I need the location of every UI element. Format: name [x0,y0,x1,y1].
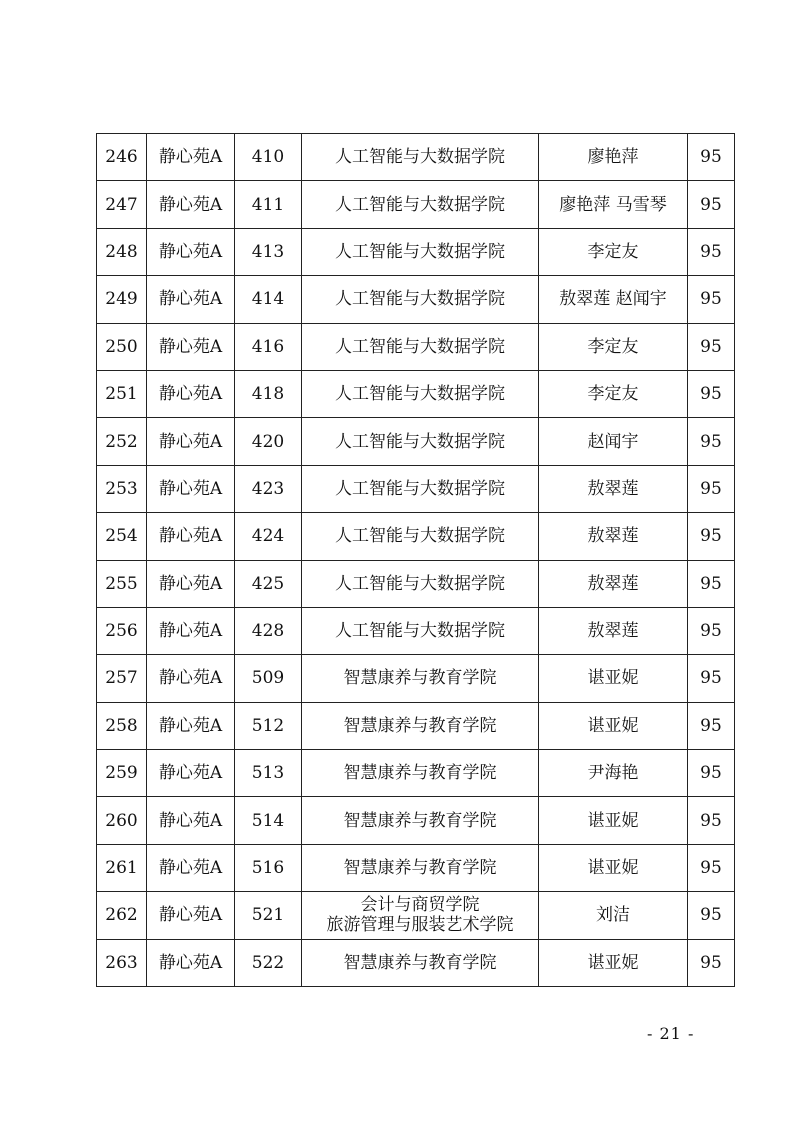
college-cell [302,939,539,986]
room-cell: 424 [235,513,302,560]
row-number-cell: 252 [97,418,147,465]
room-cell: 512 [235,702,302,749]
table-row [97,607,735,654]
college-name: 智慧康养与教育学院 [343,952,497,973]
table-row [97,418,735,465]
building-cell: 静心苑A [147,276,235,323]
teacher-cell: 敖翠莲 [539,560,688,607]
building-cell: 静心苑A [147,370,235,417]
college-name: 人工智能与大数据学院 [335,431,505,452]
college-name: 会计与商贸学院 [360,895,480,916]
building-cell: 静心苑A [147,181,235,228]
room-cell: 420 [235,418,302,465]
college-cell [302,702,539,749]
score-cell: 95 [688,797,735,844]
building-cell: 静心苑A [147,702,235,749]
score-cell: 95 [688,323,735,370]
table-row [97,323,735,370]
building-cell: 静心苑A [147,560,235,607]
teacher-cell: 谌亚妮 [539,702,688,749]
teacher-cell: 廖艳萍 [539,134,688,181]
building-cell: 静心苑A [147,844,235,891]
building-cell: 静心苑A [147,134,235,181]
teacher-cell: 赵闻宇 [539,418,688,465]
building-cell: 静心苑A [147,465,235,512]
room-cell: 410 [235,134,302,181]
row-number-cell: 257 [97,655,147,702]
table-row [97,276,735,323]
row-number-cell: 247 [97,181,147,228]
table-row [97,134,735,181]
room-cell: 509 [235,655,302,702]
college-cell [302,418,539,465]
row-number-cell: 246 [97,134,147,181]
table-row [97,513,735,560]
building-cell: 静心苑A [147,513,235,560]
college-cell [302,892,539,939]
row-number-cell: 260 [97,797,147,844]
college-name: 人工智能与大数据学院 [335,289,505,310]
table-row [97,655,735,702]
table-row [97,228,735,275]
room-cell: 514 [235,797,302,844]
teacher-cell: 谌亚妮 [539,939,688,986]
room-cell: 428 [235,607,302,654]
building-cell: 静心苑A [147,323,235,370]
table-row [97,750,735,797]
table-row [97,892,735,939]
college-cell [302,797,539,844]
room-cell: 416 [235,323,302,370]
table-row [97,370,735,417]
building-cell: 静心苑A [147,750,235,797]
row-number-cell: 251 [97,370,147,417]
room-cell: 522 [235,939,302,986]
teacher-cell: 尹海艳 [539,750,688,797]
score-cell: 95 [688,465,735,512]
college-cell [302,844,539,891]
table-row [97,797,735,844]
college-cell [302,181,539,228]
score-cell: 95 [688,702,735,749]
college-name: 人工智能与大数据学院 [335,526,505,547]
college-cell [302,323,539,370]
college-cell [302,276,539,323]
room-cell: 521 [235,892,302,939]
score-cell: 95 [688,513,735,560]
room-cell: 414 [235,276,302,323]
teacher-cell: 敖翠莲 赵闻宇 [539,276,688,323]
row-number-cell: 254 [97,513,147,560]
table-row [97,560,735,607]
college-cell [302,228,539,275]
room-cell: 425 [235,560,302,607]
room-cell: 411 [235,181,302,228]
row-number-cell: 249 [97,276,147,323]
teacher-cell: 李定友 [539,323,688,370]
row-number-cell: 263 [97,939,147,986]
score-cell: 95 [688,844,735,891]
room-cell: 513 [235,750,302,797]
college-name: 人工智能与大数据学院 [335,573,505,594]
teacher-cell: 敖翠莲 [539,607,688,654]
college-cell [302,607,539,654]
teacher-cell: 谌亚妮 [539,655,688,702]
page-number: - 21 - [647,1024,695,1043]
college-cell [302,750,539,797]
building-cell: 静心苑A [147,892,235,939]
building-cell: 静心苑A [147,797,235,844]
row-number-cell: 253 [97,465,147,512]
score-cell: 95 [688,607,735,654]
score-cell: 95 [688,655,735,702]
college-name: 人工智能与大数据学院 [335,621,505,642]
table-body [97,134,735,987]
college-name: 智慧康养与教育学院 [343,810,497,831]
score-cell: 95 [688,228,735,275]
college-name: 人工智能与大数据学院 [335,478,505,499]
table-row [97,702,735,749]
college-name: 人工智能与大数据学院 [335,241,505,262]
row-number-cell: 256 [97,607,147,654]
row-number-cell: 248 [97,228,147,275]
score-cell: 95 [688,750,735,797]
score-cell: 95 [688,181,735,228]
score-cell: 95 [688,370,735,417]
teacher-cell: 谌亚妮 [539,844,688,891]
college-cell [302,655,539,702]
building-cell: 静心苑A [147,228,235,275]
building-cell: 静心苑A [147,939,235,986]
teacher-cell: 敖翠莲 [539,513,688,560]
row-number-cell: 262 [97,892,147,939]
college-cell [302,465,539,512]
score-cell: 95 [688,418,735,465]
building-cell: 静心苑A [147,655,235,702]
score-cell: 95 [688,276,735,323]
row-number-cell: 258 [97,702,147,749]
teacher-cell: 谌亚妮 [539,797,688,844]
college-name: 智慧康养与教育学院 [343,715,497,736]
college-name: 旅游管理与服装艺术学院 [326,915,514,936]
teacher-cell: 李定友 [539,370,688,417]
college-name: 人工智能与大数据学院 [335,336,505,357]
college-name: 智慧康养与教育学院 [343,858,497,879]
table-row [97,844,735,891]
teacher-cell: 刘洁 [539,892,688,939]
room-cell: 418 [235,370,302,417]
dormitory-score-table [96,133,735,987]
teacher-cell: 敖翠莲 [539,465,688,512]
row-number-cell: 255 [97,560,147,607]
teacher-cell: 李定友 [539,228,688,275]
score-cell: 95 [688,939,735,986]
college-cell [302,513,539,560]
table-row [97,939,735,986]
score-cell: 95 [688,892,735,939]
room-cell: 413 [235,228,302,275]
college-cell [302,370,539,417]
college-name: 人工智能与大数据学院 [335,194,505,215]
teacher-cell: 廖艳萍 马雪琴 [539,181,688,228]
college-name: 人工智能与大数据学院 [335,147,505,168]
room-cell: 423 [235,465,302,512]
score-cell: 95 [688,560,735,607]
row-number-cell: 250 [97,323,147,370]
score-cell: 95 [688,134,735,181]
college-name: 人工智能与大数据学院 [335,384,505,405]
table-row [97,181,735,228]
college-name: 智慧康养与教育学院 [343,763,497,784]
row-number-cell: 261 [97,844,147,891]
college-cell [302,134,539,181]
building-cell: 静心苑A [147,607,235,654]
row-number-cell: 259 [97,750,147,797]
college-name: 智慧康养与教育学院 [343,668,497,689]
college-cell [302,560,539,607]
table-row [97,465,735,512]
room-cell: 516 [235,844,302,891]
building-cell: 静心苑A [147,418,235,465]
